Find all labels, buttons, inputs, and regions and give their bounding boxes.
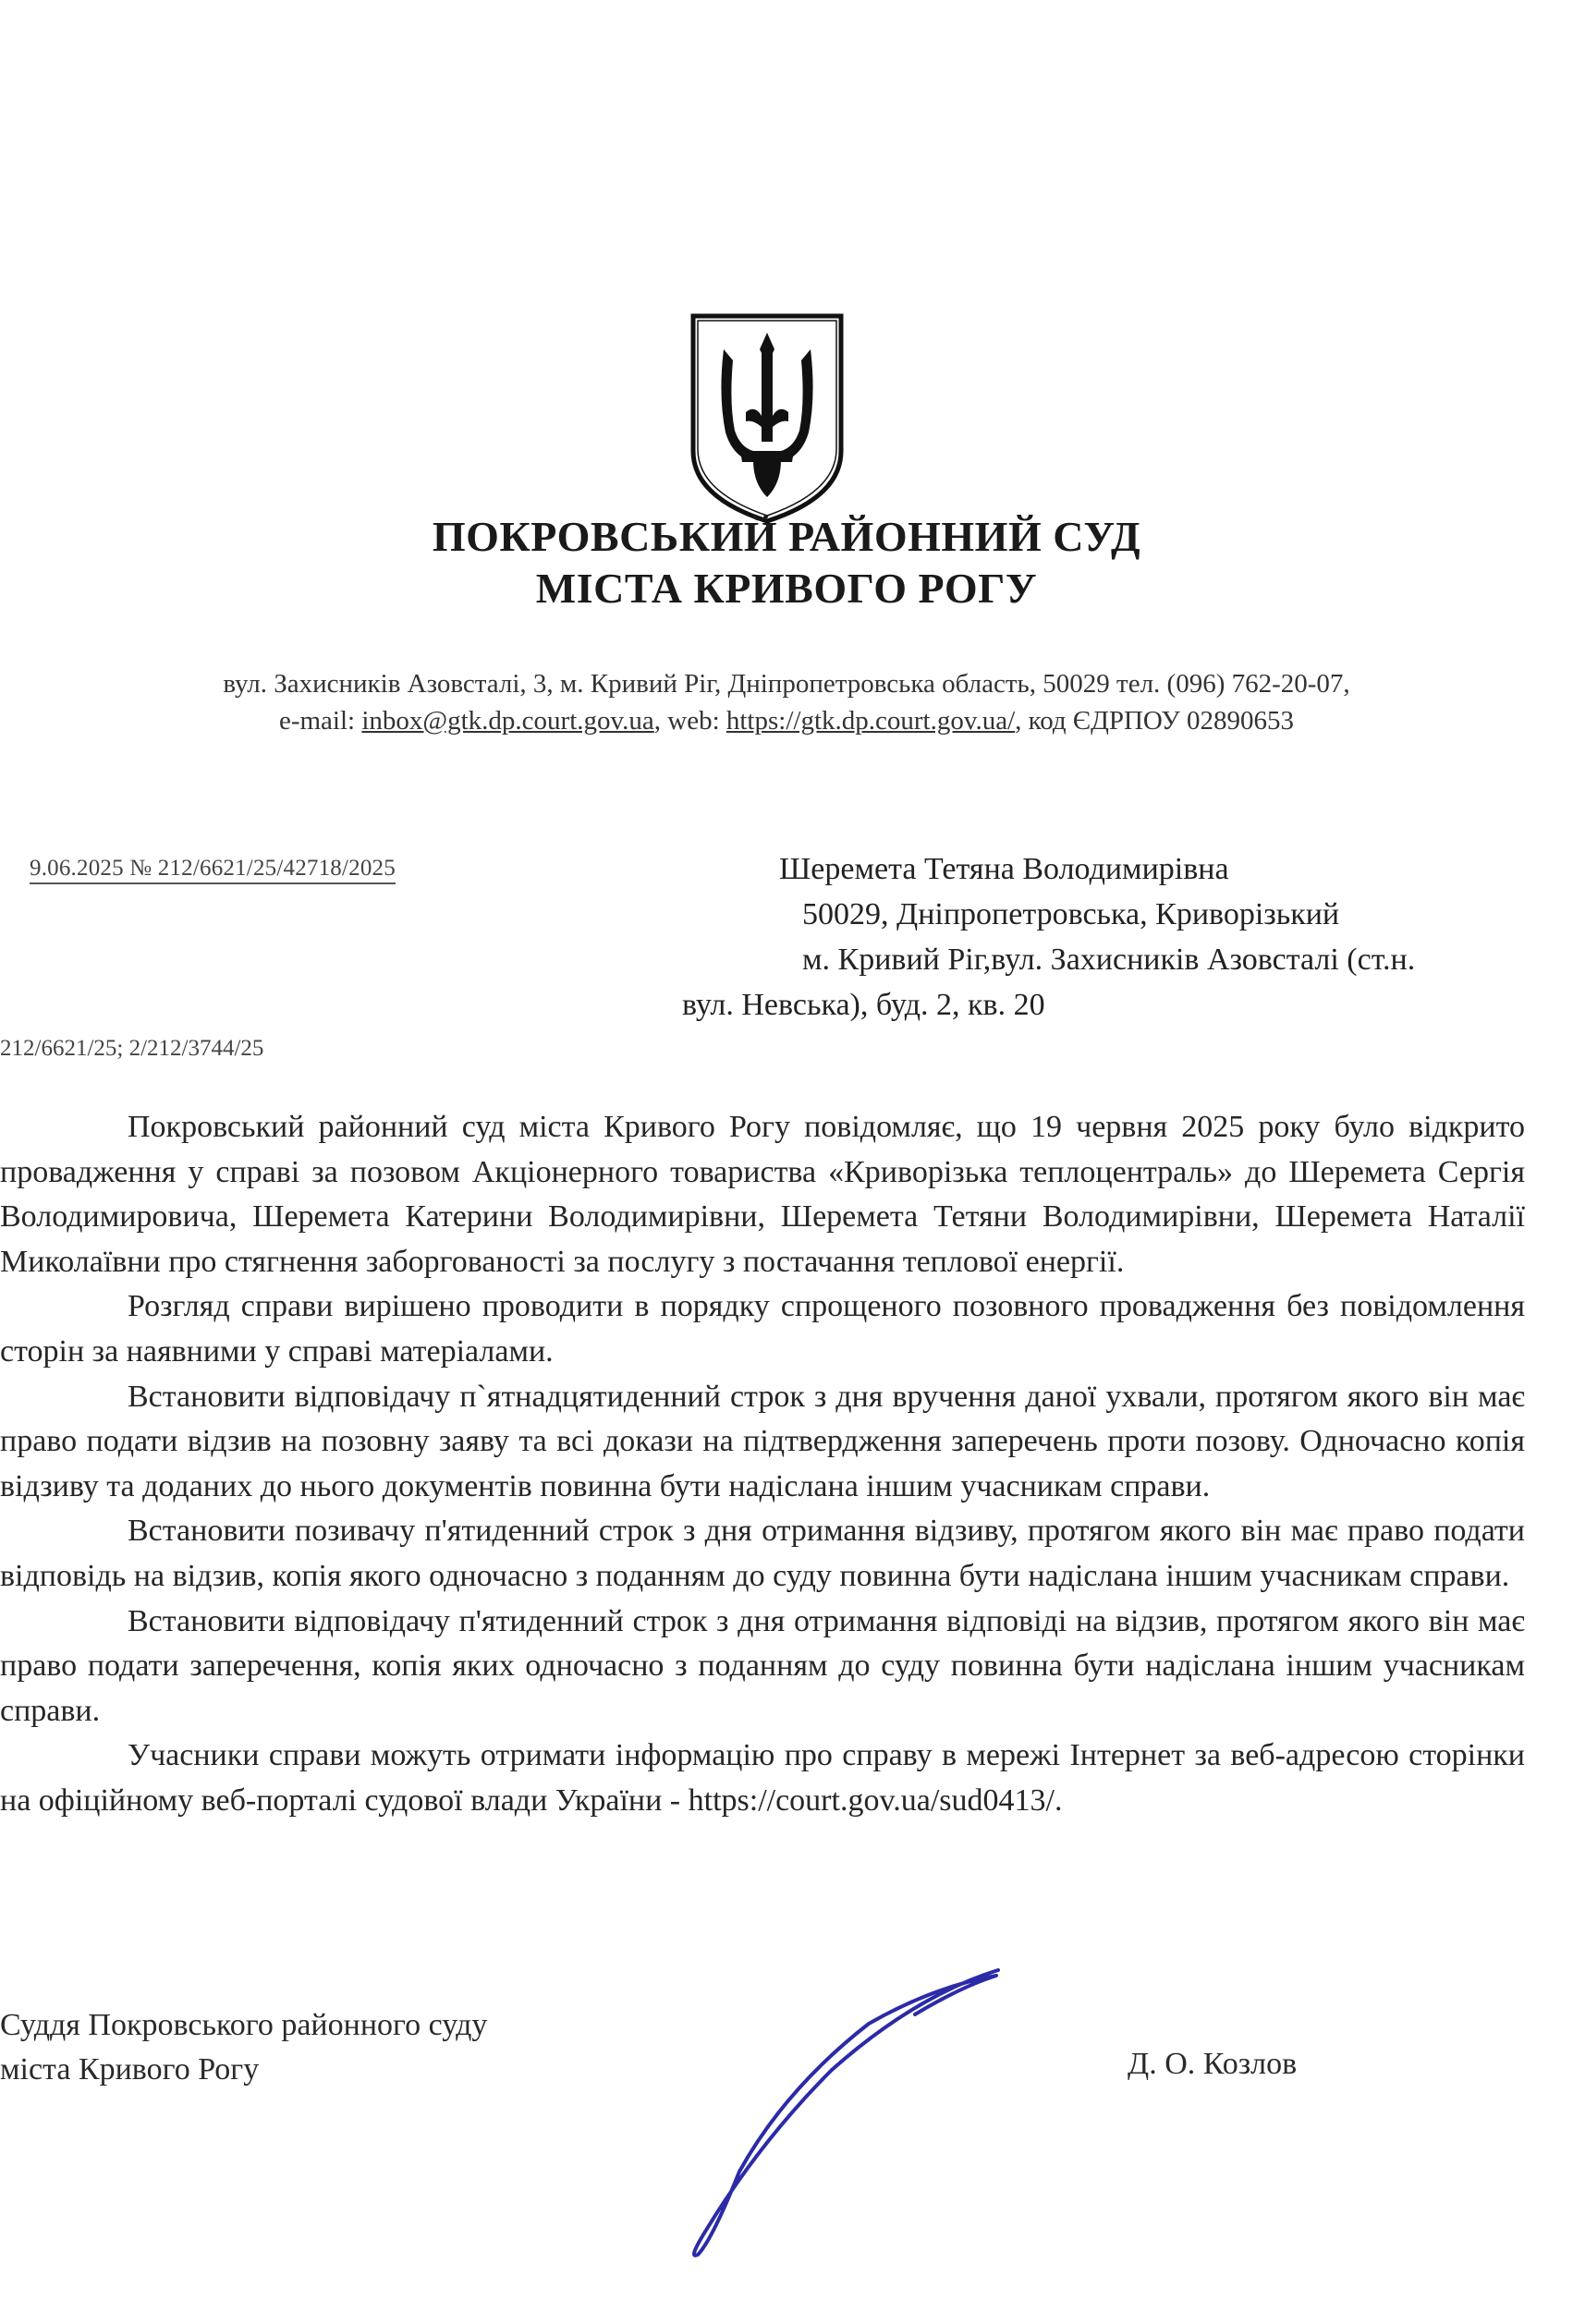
court-contacts bbox=[0, 702, 1573, 739]
paragraph-objection-term: Встановити відповідачу п'ятиденний строк з дня отримання відповіді на відзив, протягом якого він має право подати заперечення, копія яких одночасно з поданням до суду повинна бути надіслана іншим учасникам справи. bbox=[0, 1603, 1525, 1728]
recipient-address-line2: м. Кривий Ріг,вул. Захисників Азовсталі (ст.н. bbox=[802, 943, 1416, 977]
recipient-address-line3: вул. Невська), буд. 2, кв. 20 bbox=[682, 988, 1045, 1022]
recipient-address-line1: 50029, Дніпропетровська, Криворізький bbox=[802, 897, 1340, 931]
email-link[interactable]: inbox@gtk.dp.court.gov.ua bbox=[361, 706, 654, 736]
outgoing-number: 9.06.2025 № 212/6621/25/42718/2025 bbox=[30, 856, 396, 884]
paragraph-info: Учасники справи можуть отримати інформацію про справу в мережі Інтернет за веб-адресою сторінки на офіційному веб-порталі судової влади України - https://court.gov.ua/sud0413/. bbox=[0, 1738, 1525, 1818]
paragraph-procedure: Розгляд справи вирішено проводити в порядку спрощеного позовного провадження без повідомлення сторін за наявними у справі матеріалами. bbox=[0, 1289, 1525, 1369]
court-name-line1: ПОКРОВСЬКИЙ РАЙОННИЙ СУД bbox=[432, 513, 1141, 560]
court-address: вул. Захисників Азовсталі, 3, м. Кривий Ріг, Дніпропетровська область, 50029 тел. (096) 762-20-07, bbox=[223, 669, 1350, 699]
case-numbers: 212/6621/25; 2/212/3744/25 bbox=[0, 1036, 264, 1061]
letter-body bbox=[0, 1105, 1525, 1824]
handwritten-signature bbox=[684, 1959, 1017, 2264]
edrpou-code: , код ЄДРПОУ 02890653 bbox=[1015, 706, 1295, 736]
paragraph-defendant-term: Встановити відповідачу п`ятнадцятиденний строк з дня вручення даної ухвали, протягом якого він має право подати відзив на позовну заяву та всі докази на підтвердження заперечень проти позову. Одночасно копія відзиву та доданих до нього документів повинна бути надіслана іншим учасникам справи. bbox=[0, 1379, 1525, 1503]
judge-title bbox=[0, 2003, 487, 2092]
trident-emblem-icon bbox=[689, 312, 846, 525]
judge-title-line1: Суддя Покровського районного суду bbox=[0, 2008, 488, 2042]
email-label: e-mail: bbox=[278, 706, 362, 736]
web-link[interactable]: https://gtk.dp.court.gov.ua/ bbox=[726, 706, 1016, 736]
judge-title-line2: міста Кривого Рогу bbox=[0, 2052, 260, 2087]
recipient-name: Шеремета Тетяна Володимирівна bbox=[779, 852, 1229, 886]
paragraph-plaintiff-term: Встановити позивачу п'ятиденний строк з дня отримання відзиву, протягом якого він має право подати відповідь на відзив, копія якого одночасно з поданням до суду повинна бути надіслана іншим учасникам справи. bbox=[0, 1514, 1525, 1593]
court-name-line2: МІСТА КРИВОГО РОГУ bbox=[535, 565, 1038, 612]
paragraph-notice: Покровський районний суд міста Кривого Рогу повідомляє, що 19 червня 2025 року було відкрито провадження у справі за позовом Акціонерного товариства «Криворізька теплоцентраль» до Шеремета Сергія Володимировича, Шеремета Катерини Володимирівни, Шеремета Тетяни Володимирівни, Шеремета Наталії Миколаївни про стягнення заборгованості за послугу з постачання теплової енергії. bbox=[0, 1110, 1525, 1279]
web-label: , web: bbox=[653, 706, 726, 736]
judge-name: Д. О. Козлов bbox=[1128, 2047, 1298, 2081]
